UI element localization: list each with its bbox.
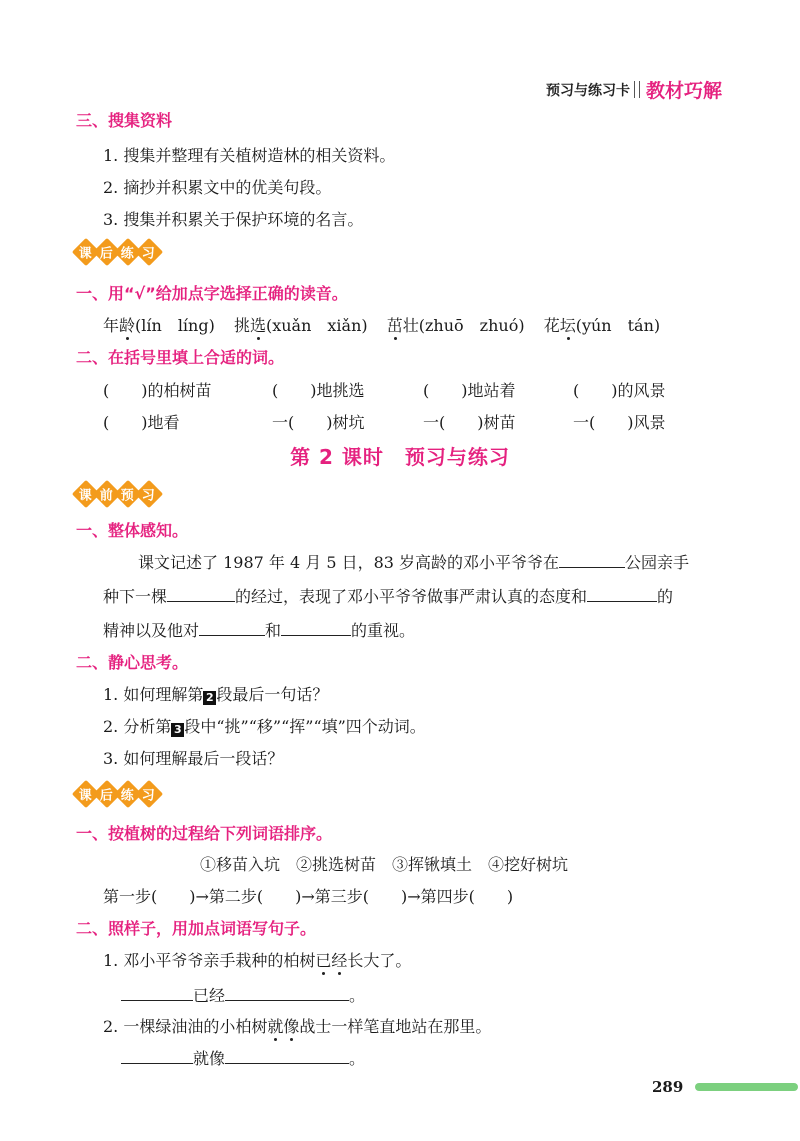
pronunciation-row [103,313,660,336]
header-divider [634,81,640,98]
ordering-options: ①移苗入坑 ②挑选树苗 ③挥锹填土 ④挖好树坑 [200,855,569,874]
sentence-writing-title: 二、照样子，用加点词语写句子。 [76,919,317,938]
ordering-steps: 第一步( )→第二步( )→第三步( )→第四步( ) [103,887,514,906]
think-title: 二、静心思考。 [76,653,189,672]
paragraph-number-badge: 3 [171,723,184,737]
fill-item: ( )地站着 [423,381,516,400]
badge-before-class: 课 前 预 习 [76,481,160,506]
page-number: 289 [652,1078,684,1096]
answer-blank[interactable] [199,621,265,636]
perception-line-3: 精神以及他对 和 的重视。 [103,621,416,640]
fill-item: 一( )风景 [573,413,666,432]
think-item-2: 2. 分析第 3 段中“挑”“移”“挥”“填”四个动词。 [103,717,426,736]
fill-item: ( )的柏树苗 [103,381,212,400]
answer-blank[interactable] [559,553,625,568]
collect-item-2: 2. 摘抄并积累文中的优美句段。 [103,178,332,197]
answer-blank[interactable] [225,1049,349,1064]
lesson-title: 第 2 课时 预习与练习 [290,445,510,469]
write-line-2: 就像 。 [121,1046,365,1069]
badge-after-class: 课 后 练 习 [76,239,160,264]
word-nianling: 年龄(lín líng) [103,316,215,335]
header-title: 预习与练习卡 [545,83,630,99]
write-line-1: 已经 。 [121,983,365,1006]
answer-blank[interactable] [121,986,193,1001]
question-fill-words-title: 二、在括号里填上合适的词。 [76,348,285,367]
perception-line-2: 种下一棵 的经过，表现了邓小平爷爷做事严肃认真的态度和 的 [103,587,674,606]
fill-item: 一( )树苗 [423,413,516,432]
answer-blank[interactable] [121,1049,193,1064]
running-header [546,76,722,103]
word-huatan: 花坛(yún tán) [543,316,661,335]
badge-after-class: 课 后 练 习 [76,781,160,806]
think-item-1: 1. 如何理解第 2 段最后一句话？ [103,685,329,704]
footer-bar [695,1083,798,1091]
perception-line-1: 课文记述了 1987 年 4 月 5 日，83 岁高龄的邓小平爷爷在 公园亲手 [138,553,690,572]
example-sentence-1: 1. 邓小平爷爷亲手栽种的柏树已经长大了。 [103,951,412,970]
answer-blank[interactable] [281,621,351,636]
example-sentence-2: 2. 一棵绿油油的小柏树就像战士一样笔直地站在那里。 [103,1017,492,1036]
ordering-title: 一、按植树的过程给下列词语排序。 [76,824,333,843]
fill-item: 一( )树坑 [272,413,365,432]
answer-blank[interactable] [225,986,349,1001]
fill-item: ( )地看 [103,413,180,432]
fill-item: ( )地挑选 [272,381,365,400]
word-tiaoxuan: 挑选(xuǎn xiǎn) [233,316,368,335]
paragraph-number-badge: 2 [203,691,216,705]
fill-item: ( )的风景 [573,381,666,400]
overall-perception-title: 一、整体感知。 [76,521,189,540]
section-title-collect: 三、搜集资料 [76,111,173,130]
question-pronunciation-title: 一、用“√”给加点字选择正确的读音。 [76,284,348,303]
header-brand: 教材巧解 [645,80,722,102]
answer-blank[interactable] [587,587,657,602]
collect-item-1: 1. 搜集并整理有关植树造林的相关资料。 [103,146,396,165]
answer-blank[interactable] [167,587,235,602]
collect-item-3: 3. 搜集并积累关于保护环境的名言。 [103,210,364,229]
word-zhuozhuang: 茁壮(zhuō zhuó) [386,316,525,335]
think-item-3: 3. 如何理解最后一段话？ [103,749,284,768]
